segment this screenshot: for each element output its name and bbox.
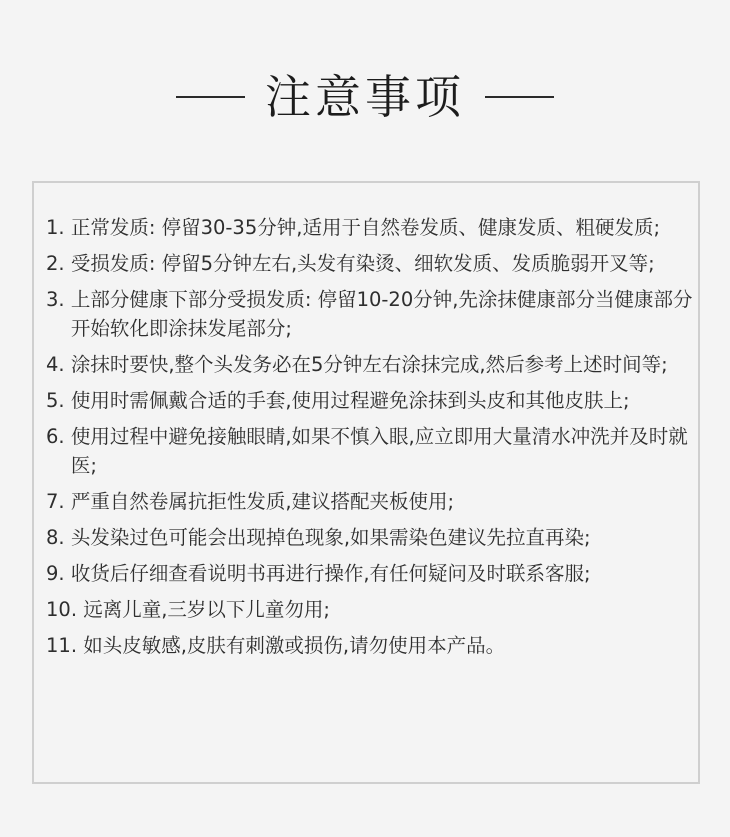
notice-number: 6. (46, 425, 71, 448)
notice-number: 11. (46, 634, 84, 657)
notice-number: 7. (46, 490, 71, 513)
page-title: 注意事项 (265, 70, 465, 124)
notice-text: 收货后仔细查看说明书再进行操作,有任何疑问及时联系客服; (70, 562, 591, 585)
notice-item (46, 422, 698, 480)
notice-text: 使用过程中避免接触眼睛,如果不慎入眼,应立即用大量清水冲洗并及时就医; (70, 425, 688, 477)
notice-item (46, 350, 698, 379)
notice-item (46, 386, 698, 415)
notice-item (46, 285, 698, 343)
notice-item (46, 559, 698, 588)
notice-text: 如头皮敏感,皮肤有刺激或损伤,请勿使用本产品。 (83, 634, 506, 657)
notice-text: 受损发质: 停留5分钟左右,头发有染烫、细软发质、发质脆弱开叉等; (70, 252, 655, 275)
notice-item (46, 249, 698, 278)
notice-item (46, 595, 698, 624)
notice-text: 严重自然卷属抗拒性发质,建议搭配夹板使用; (70, 490, 455, 513)
notice-text: 正常发质: 停留30-35分钟,适用于自然卷发质、健康发质、粗硬发质; (70, 216, 661, 239)
page-header (0, 62, 730, 132)
notice-item (46, 631, 698, 660)
notice-list (46, 213, 698, 667)
notice-number: 2. (46, 252, 71, 275)
notice-text: 头发染过色可能会出现掉色现象,如果需染色建议先拉直再染; (70, 526, 591, 549)
header-left-rule (176, 96, 245, 98)
notice-text: 涂抹时要快,整个头发务必在5分钟左右涂抹完成,然后参考上述时间等; (70, 353, 668, 376)
notice-number: 9. (46, 562, 71, 585)
header-right-rule (485, 96, 554, 98)
notice-item (46, 213, 698, 242)
notice-number: 5. (46, 389, 71, 412)
notice-text: 使用时需佩戴合适的手套,使用过程避免涂抹到头皮和其他皮肤上; (70, 389, 630, 412)
notice-number: 8. (46, 526, 71, 549)
notice-number: 10. (46, 598, 84, 621)
notice-number: 3. (46, 288, 71, 311)
notice-item (46, 523, 698, 552)
notice-item (46, 487, 698, 516)
notice-box (32, 181, 700, 784)
notice-number: 1. (46, 216, 71, 239)
notice-text: 远离儿童,三岁以下儿童勿用; (83, 598, 330, 621)
notice-text: 上部分健康下部分受损发质: 停留10-20分钟,先涂抹健康部分当健康部分开始软化即涂抹发尾部分; (70, 288, 693, 340)
notice-number: 4. (46, 353, 71, 376)
